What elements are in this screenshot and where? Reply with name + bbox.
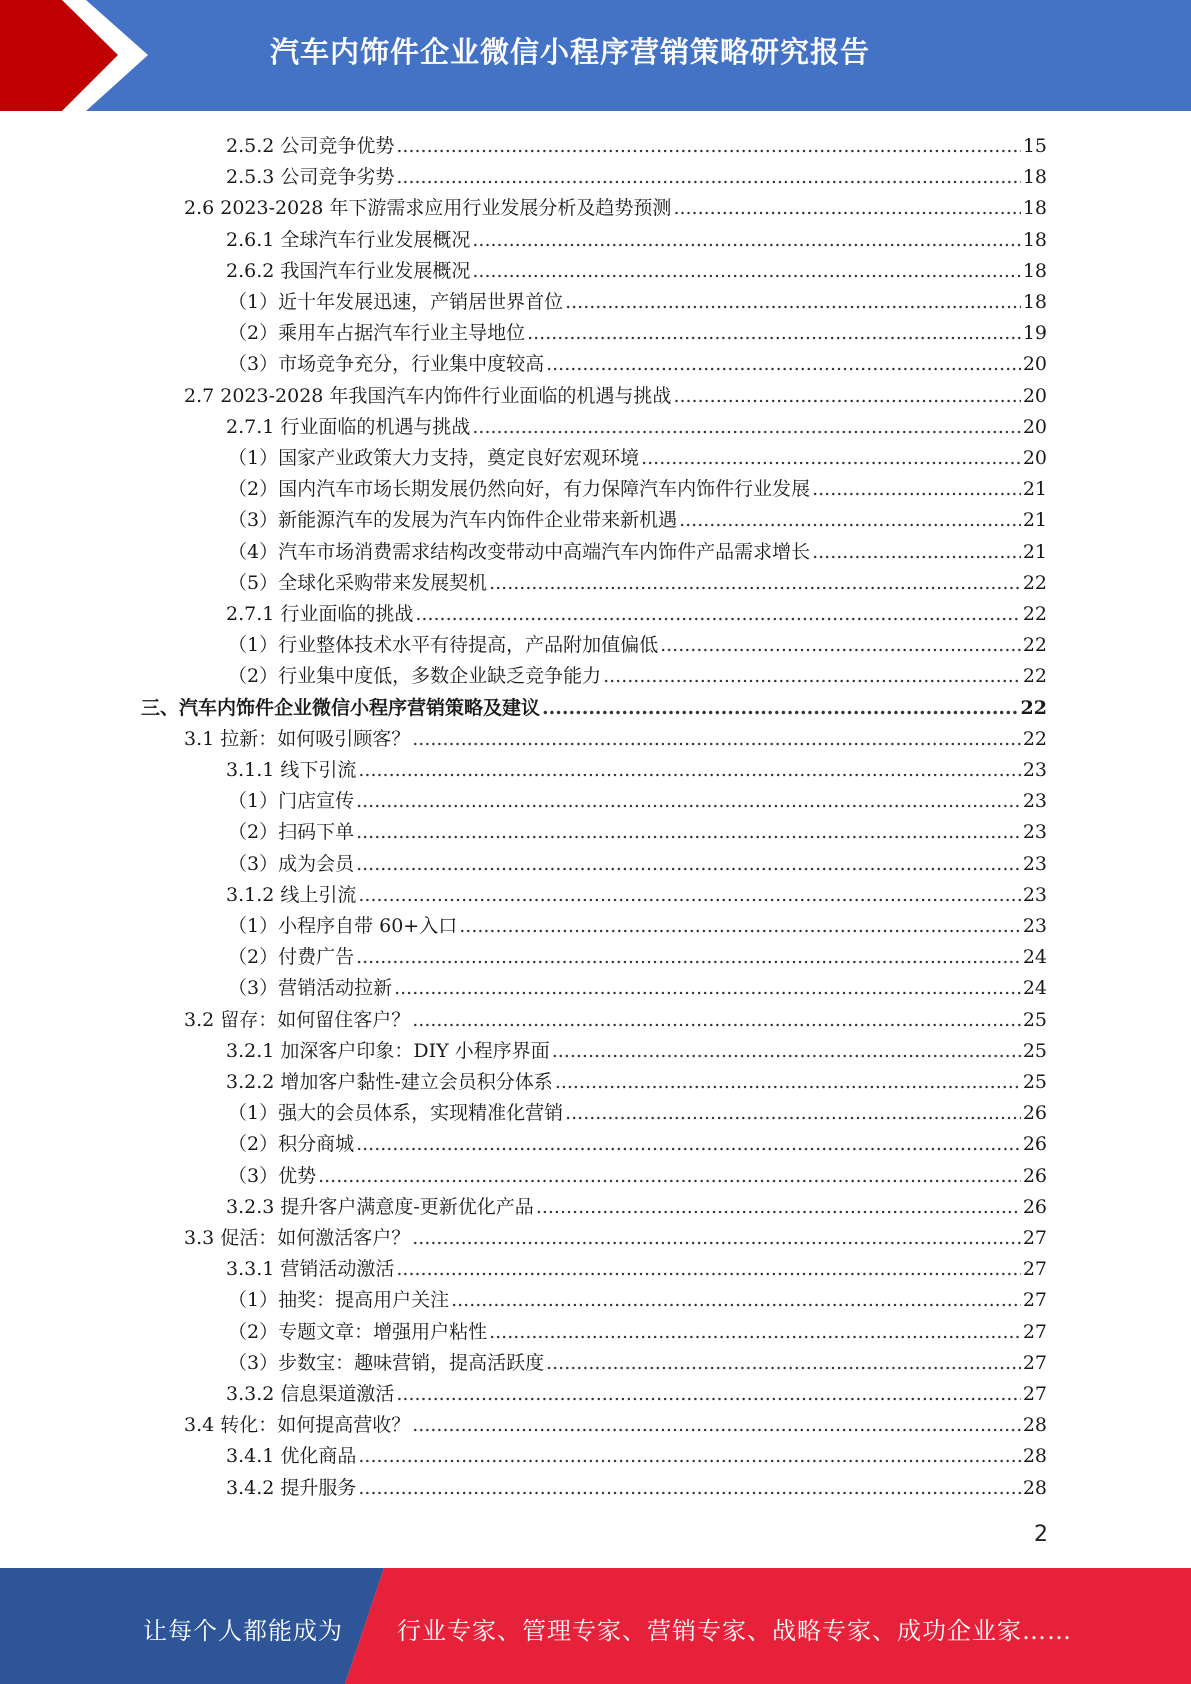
toc-entry-page: 28	[1022, 1476, 1047, 1499]
toc-entry-page: 23	[1022, 883, 1047, 906]
toc-dot-leader	[472, 228, 1020, 252]
toc-dot-leader	[412, 1413, 1021, 1437]
toc-entry[interactable]	[228, 845, 1047, 876]
toc-dot-leader	[546, 352, 1021, 376]
toc-entry-title: （2）扫码下单	[228, 821, 355, 844]
toc-entry-page: 18	[1022, 197, 1047, 220]
toc-entry-page: 28	[1022, 1414, 1047, 1437]
toc-entry-page: 24	[1022, 946, 1047, 969]
toc-entry[interactable]	[226, 1188, 1047, 1219]
toc-entry-title: （1）强大的会员体系，实现精准化营销	[228, 1102, 564, 1125]
toc-entry[interactable]	[226, 221, 1047, 252]
toc-entry-title: 2.5.2 公司竞争优势	[226, 135, 395, 157]
toc-dot-leader	[472, 259, 1020, 283]
footer-slogan-left: 让每个人都能成为	[143, 1617, 343, 1645]
toc-entry-title: 3.2 留存：如何留住客户？	[184, 1008, 411, 1031]
toc-dot-leader	[451, 1288, 1021, 1312]
toc-dot-leader	[356, 852, 1021, 876]
toc-entry[interactable]	[184, 1219, 1047, 1250]
toc-entry-page: 27	[1022, 1383, 1047, 1405]
toc-dot-leader	[318, 1164, 1021, 1188]
toc-entry[interactable]	[184, 377, 1047, 408]
toc-entry-page: 27	[1022, 1227, 1047, 1249]
toc-dot-leader	[358, 1476, 1020, 1500]
toc-entry[interactable]	[228, 501, 1047, 532]
toc-dot-leader	[660, 633, 1021, 657]
toc-dot-leader	[396, 1257, 1020, 1281]
toc-entry-title: （3）新能源汽车的发展为汽车内饰件企业带来新机遇	[228, 509, 678, 532]
toc-entry-title: 2.7 2023-2028 年我国汽车内饰件行业面临的机遇与挑战	[184, 384, 672, 407]
toc-dot-leader	[358, 758, 1020, 782]
toc-entry[interactable]	[228, 564, 1047, 595]
toc-entry-title: （2）付费广告	[228, 946, 355, 969]
toc-entry-title: （4）汽车市场消费需求结构改变带动中高端汽车内饰件产品需求增长	[228, 540, 811, 563]
toc-entry[interactable]	[228, 969, 1047, 1000]
toc-entry-title: 3.4.2 提升服务	[226, 1476, 357, 1499]
toc-dot-leader	[673, 196, 1020, 220]
report-title: 汽车内饰件企业微信小程序营销策略研究报告	[270, 35, 871, 69]
page-header-banner	[0, 0, 1191, 111]
toc-entry[interactable]	[228, 439, 1047, 470]
toc-entry-title: 3.2.1 加深客户印象：DIY 小程序界面	[226, 1039, 550, 1062]
toc-entry-title: 三、汽车内饰件企业微信小程序营销策略及建议	[141, 696, 541, 719]
toc-dot-leader	[565, 1101, 1021, 1125]
toc-entry-page: 23	[1022, 790, 1047, 813]
toc-entry[interactable]	[184, 720, 1047, 751]
toc-entry[interactable]	[226, 1375, 1047, 1406]
toc-entry-page: 23	[1022, 759, 1047, 781]
toc-entry[interactable]	[228, 283, 1047, 314]
toc-dot-leader	[552, 1039, 1021, 1063]
toc-entry-title: 3.1 拉新：如何吸引顾客？	[184, 727, 411, 750]
toc-entry-page: 21	[1022, 509, 1047, 532]
toc-entry-title: 2.6.1 全球汽车行业发展概况	[226, 228, 471, 251]
toc-dot-leader	[489, 1320, 1021, 1344]
toc-entry-page: 26	[1022, 1102, 1047, 1125]
toc-dot-leader	[412, 1226, 1021, 1250]
toc-dot-leader	[358, 883, 1020, 907]
toc-entry[interactable]	[226, 876, 1047, 907]
toc-entry-title: （1）近十年发展迅速，产销居世界首位	[228, 291, 564, 313]
toc-entry[interactable]	[228, 1125, 1047, 1156]
toc-dot-leader	[546, 1351, 1021, 1375]
toc-entry-page: 19	[1022, 322, 1047, 345]
toc-entry[interactable]	[228, 345, 1047, 376]
toc-dot-leader	[489, 571, 1021, 595]
toc-entry-page: 21	[1022, 478, 1047, 501]
toc-entry-title: 3.3 促活：如何激活客户？	[184, 1227, 411, 1249]
toc-entry[interactable]	[184, 189, 1047, 220]
toc-entry-title: （3）优势	[228, 1164, 317, 1187]
toc-entry-title: 3.3.1 营销活动激活	[226, 1258, 395, 1281]
toc-entry-page: 18	[1022, 291, 1047, 313]
toc-entry-title: 2.6.2 我国汽车行业发展概况	[226, 259, 471, 282]
toc-entry-title: （1）门店宣传	[228, 790, 355, 813]
toc-entry-title: 3.2.3 提升客户满意度-更新优化产品	[226, 1195, 534, 1218]
toc-dot-leader	[673, 384, 1020, 408]
toc-entry-title: （1）行业整体技术水平有待提高，产品附加值偏低	[228, 634, 659, 657]
toc-entry[interactable]	[226, 751, 1047, 782]
toc-entry-title: （1）小程序自带 60+入口	[228, 915, 458, 937]
toc-dot-leader	[555, 1070, 1021, 1094]
toc-entry-page: 23	[1022, 915, 1047, 937]
toc-dot-leader	[459, 914, 1021, 938]
toc-entry[interactable]	[228, 1157, 1047, 1188]
toc-dot-leader	[394, 976, 1021, 1000]
toc-entry-title: （2）行业集中度低，多数企业缺乏竞争能力	[228, 665, 602, 688]
toc-entry-title: 3.4.1 优化商品	[226, 1445, 357, 1468]
toc-entry[interactable]	[141, 689, 1047, 720]
toc-entry[interactable]	[226, 595, 1047, 626]
toc-entry-title: （3）市场竞争充分，行业集中度较高	[228, 353, 545, 376]
toc-entry-page: 18	[1022, 228, 1047, 251]
toc-entry-title: （2）国内汽车市场长期发展仍然向好，有力保障汽车内饰件行业发展	[228, 478, 811, 501]
toc-entry[interactable]	[226, 158, 1047, 189]
toc-dot-leader	[356, 789, 1021, 813]
toc-dot-leader	[679, 508, 1021, 532]
toc-entry[interactable]	[228, 470, 1047, 501]
toc-entry-page: 27	[1022, 1320, 1047, 1343]
toc-dot-leader	[641, 446, 1021, 470]
toc-entry-page: 20	[1022, 353, 1047, 376]
toc-entry[interactable]	[226, 252, 1047, 283]
toc-entry[interactable]	[184, 1001, 1047, 1032]
page-number: 2	[1034, 1522, 1048, 1547]
toc-dot-leader	[358, 1444, 1020, 1468]
toc-dot-leader	[356, 945, 1021, 969]
toc-entry[interactable]	[226, 1032, 1047, 1063]
toc-entry[interactable]	[226, 408, 1047, 439]
toc-entry[interactable]	[226, 1469, 1047, 1500]
toc-entry[interactable]	[228, 657, 1047, 688]
toc-dot-leader	[412, 1008, 1021, 1032]
toc-entry-title: 2.6 2023-2028 年下游需求应用行业发展分析及趋势预测	[184, 197, 672, 220]
toc-entry-title: （2）乘用车占据汽车行业主导地位	[228, 322, 526, 345]
toc-entry[interactable]	[228, 938, 1047, 969]
toc-dot-leader	[396, 165, 1020, 189]
toc-entry[interactable]	[228, 782, 1047, 813]
toc-entry-page: 28	[1022, 1445, 1047, 1468]
toc-entry-page: 27	[1022, 1258, 1047, 1281]
toc-dot-leader	[812, 477, 1021, 501]
toc-entry-page: 26	[1022, 1133, 1047, 1156]
toc-entry[interactable]	[228, 533, 1047, 564]
toc-entry-page: 21	[1022, 540, 1047, 563]
toc-dot-leader	[812, 540, 1021, 564]
toc-entry-page: 22	[1022, 603, 1047, 625]
toc-entry-title: （3）步数宝：趣味营销，提高活跃度	[228, 1351, 545, 1374]
toc-entry[interactable]	[184, 1406, 1047, 1437]
toc-dot-leader	[356, 820, 1021, 844]
toc-dot-leader	[396, 1382, 1020, 1406]
toc-entry[interactable]	[228, 1281, 1047, 1312]
toc-dot-leader	[472, 415, 1020, 439]
toc-dot-leader	[396, 134, 1020, 158]
toc-entry-page: 23	[1022, 852, 1047, 875]
toc-entry-page: 15	[1022, 135, 1047, 157]
toc-entry-page: 22	[1022, 634, 1047, 657]
toc-entry-page: 20	[1022, 384, 1047, 407]
toc-entry-page: 20	[1022, 415, 1047, 438]
toc-entry-page: 22	[1022, 571, 1047, 594]
toc-entry[interactable]	[228, 314, 1047, 345]
toc-entry-title: 2.7.1 行业面临的挑战	[226, 603, 414, 625]
toc-entry[interactable]	[228, 907, 1047, 938]
toc-entry-page: 27	[1022, 1351, 1047, 1374]
toc-entry-title: 3.3.2 信息渠道激活	[226, 1383, 395, 1405]
toc-entry-title: （3）成为会员	[228, 852, 355, 875]
page-footer-banner	[0, 1568, 1191, 1684]
toc-entry-page: 26	[1022, 1164, 1047, 1187]
toc-entry[interactable]	[228, 1313, 1047, 1344]
toc-entry-page: 25	[1022, 1008, 1047, 1031]
toc-dot-leader	[536, 1195, 1021, 1219]
toc-entry[interactable]	[228, 1344, 1047, 1375]
toc-entry-title: 3.4 转化：如何提高营收？	[184, 1414, 411, 1437]
toc-entry-title: （3）营销活动拉新	[228, 977, 393, 1000]
toc-entry-page: 25	[1022, 1071, 1047, 1093]
toc-entry[interactable]	[226, 127, 1047, 158]
toc-entry-page: 23	[1022, 821, 1047, 844]
toc-dot-leader	[565, 290, 1021, 314]
toc-entry[interactable]	[226, 1437, 1047, 1468]
toc-entry-title: （5）全球化采购带来发展契机	[228, 571, 488, 594]
toc-entry-title: （2）专题文章：增强用户粘性	[228, 1320, 488, 1343]
toc-dot-leader	[603, 664, 1021, 688]
toc-dot-leader	[356, 1132, 1021, 1156]
toc-entry-page: 20	[1022, 447, 1047, 469]
toc-entry-title: 2.7.1 行业面临的机遇与挑战	[226, 415, 471, 438]
footer-slogan-right: 行业专家、管理专家、营销专家、战略专家、成功企业家……	[397, 1617, 1072, 1645]
toc-entry-title: 3.1.1 线下引流	[226, 759, 357, 781]
toc-entry-title: 3.1.2 线上引流	[226, 883, 357, 906]
toc-entry-page: 22	[1022, 665, 1047, 688]
toc-entry-page: 22	[1020, 696, 1047, 719]
toc-entry-page: 25	[1022, 1039, 1047, 1062]
toc-entry-page: 22	[1022, 727, 1047, 750]
toc-entry-title: 3.2.2 增加客户黏性-建立会员积分体系	[226, 1071, 553, 1093]
toc-dot-leader	[542, 696, 1019, 720]
toc-entry-title: （1）抽奖：提高用户关注	[228, 1289, 450, 1312]
toc-entry[interactable]	[226, 1250, 1047, 1281]
header-arrow-decoration	[0, 0, 160, 111]
toc-entry-page: 18	[1022, 166, 1047, 189]
toc-dot-leader	[415, 602, 1020, 626]
toc-dot-leader	[527, 321, 1021, 345]
toc-entry-title: （2）积分商城	[228, 1133, 355, 1156]
toc-entry-page: 26	[1022, 1195, 1047, 1218]
toc-entry[interactable]	[228, 1094, 1047, 1125]
toc-entry-title: 2.5.3 公司竞争劣势	[226, 166, 395, 189]
toc-dot-leader	[412, 727, 1021, 751]
toc-entry-page: 27	[1022, 1289, 1047, 1312]
toc-entry[interactable]	[228, 813, 1047, 844]
toc-entry-title: （1）国家产业政策大力支持，奠定良好宏观环境	[228, 447, 640, 469]
toc-entry[interactable]	[226, 1063, 1047, 1094]
toc-entry-page: 24	[1022, 977, 1047, 1000]
toc-entry-page: 18	[1022, 259, 1047, 282]
toc-entry[interactable]	[228, 626, 1047, 657]
